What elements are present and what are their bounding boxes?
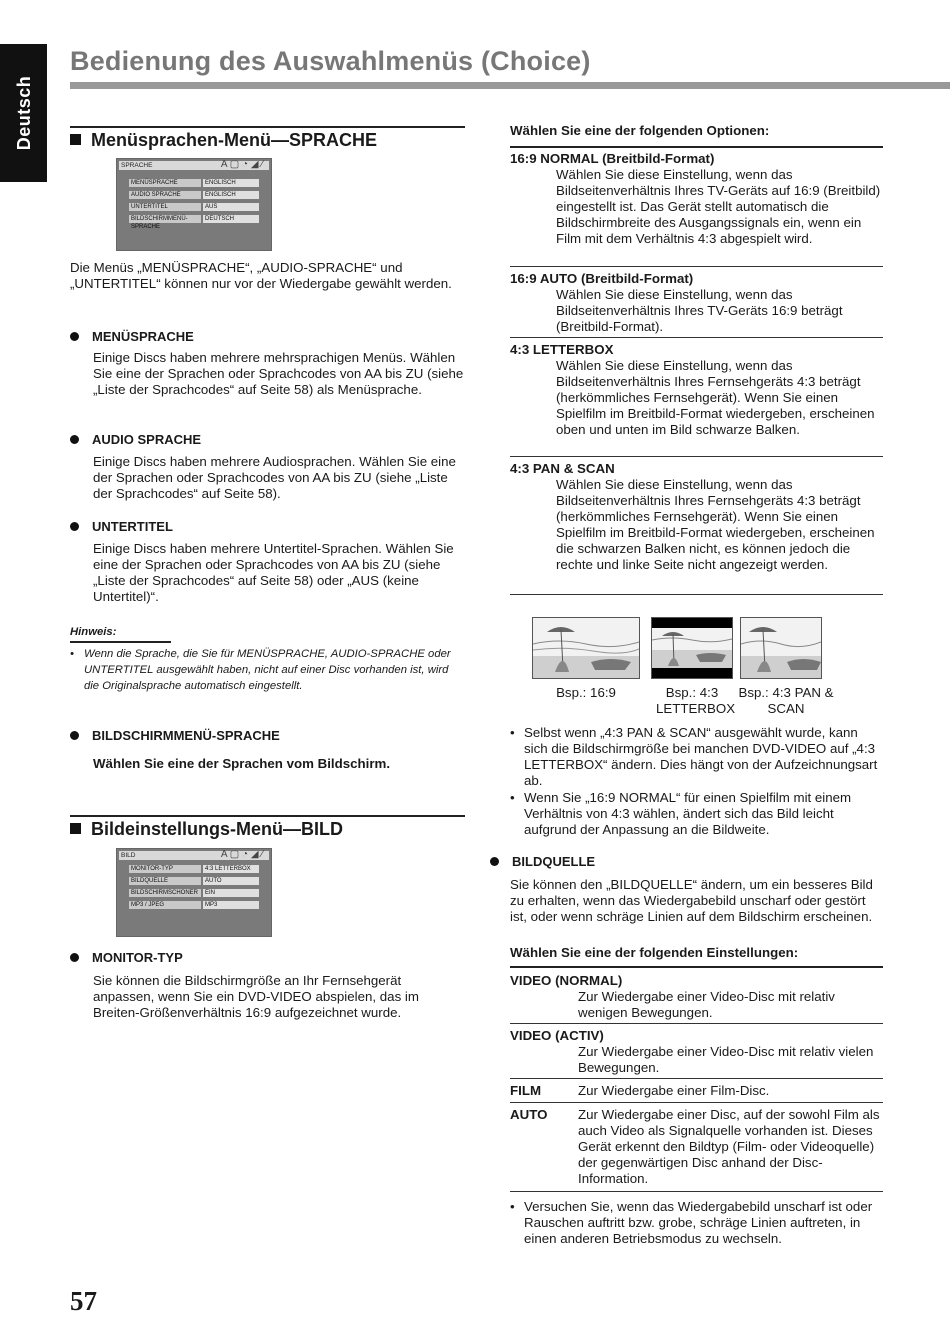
item-menuesprache-heading: MENÜSPRACHE: [70, 329, 194, 345]
section2-title: [70, 818, 343, 840]
square-bullet-icon: [70, 823, 81, 834]
bullet-dot-icon: [70, 522, 79, 531]
item-untertitel-heading: UNTERTITEL: [70, 519, 173, 535]
section1-rule: [70, 126, 465, 128]
option-name: 16:9 NORMAL (Breitbild-Format): [510, 151, 715, 166]
setting-name: FILM: [510, 1083, 542, 1098]
section1-title: [70, 129, 377, 151]
setting-rule: [510, 1191, 883, 1192]
item-bildschirmmenue-heading: BILDSCHIRMMENÜ-SPRACHE: [70, 728, 280, 744]
item-monitor-text: Sie können die Bildschirmgröße an Ihr Fernsehgerät anpassen, wenn Sie ein DVD-VIDEO abspielen, das im Breiten-Größenverhältnis 16:9 aufgezeichnet wurde.: [93, 973, 419, 1020]
bild-menu-screenshot: BILD A ▢ ◔ ◢ ⁄ MONITOR-TYP 4:3 LETTERBOX BILDQUELLE AUTO BILDSCHIRMSCHONER EIN MP3 / JPEG MP3: [116, 848, 272, 937]
option-text: Wählen Sie diese Einstellung, wenn das Bildseitenverhältnis Ihres Fernsehgeräts 4:3 beträgt (herkömmliches Fernsehgerät). Wenn Sie einen Spielfilm im Breitbild-Format wiedergeben, erscheinen oben und unten im Bild schwarze Balken.: [556, 358, 875, 437]
settings-heading: Wählen Sie eine der folgenden Einstellungen:: [510, 945, 799, 960]
note-rule: [70, 641, 171, 643]
item-menuesprache-text: Einige Discs haben mehrere mehrsprachigen Menüs. Wählen Sie eine der Sprachen oder Sprachcodes von AA bis ZU (siehe „Liste der Sprachcodes“ auf Seite 58) als Menüsprache.: [93, 350, 464, 397]
setting-text: Zur Wiedergabe einer Video-Disc mit relativ wenigen Bewegungen.: [578, 989, 835, 1020]
sprache-menu-screenshot: SPRACHE A ▢ ◔ ◢ ⁄ MENÜSPRACHE ENGLISCH AUDIO SPRACHE ENGLISCH UNTERTITEL AUS BILDSCHIRMMENÜ-SPRACHE DEUTSCH: [116, 158, 272, 251]
option-rule: [510, 594, 883, 595]
item-audio-heading: AUDIO SPRACHE: [70, 432, 201, 448]
language-tab-label: Deutsch: [13, 75, 34, 151]
title-rule: [70, 82, 950, 89]
option-rule: [510, 266, 883, 267]
setting-rule: [510, 966, 883, 968]
setting-text: Zur Wiedergabe einer Film-Disc.: [578, 1083, 770, 1098]
beach-scene-icon: [652, 618, 732, 678]
setting-rule: [510, 1078, 883, 1079]
option-rule: [510, 456, 883, 457]
language-tab: [0, 44, 47, 182]
option-name: 4:3 LETTERBOX: [510, 342, 614, 357]
bildquelle-text: Sie können den „BILDQUELLE“ ändern, um ein besseres Bild zu erhalten, wenn das Wiedergabebild unscharf oder gestört ist, oder wenn schräge Linien auf dem Bildschirm erscheinen.: [510, 877, 873, 924]
example-caption: Bsp.: 4:3 LETTERBOX: [656, 685, 736, 716]
item-bildschirmmenue-text: Wählen Sie eine der Sprachen vom Bildschirm.: [93, 756, 391, 771]
final-note: Versuchen Sie, wenn das Wiedergabebild unscharf ist oder Rauschen auftritt bzw. grobe, schräge Linien auftreten, in einen anderen Betriebsmodus zu wechseln.: [524, 1199, 873, 1246]
setting-rule: [510, 1023, 883, 1024]
option-rule: [510, 337, 883, 338]
option-name: 16:9 AUTO (Breitbild-Format): [510, 271, 694, 286]
note-bullet: •: [510, 1199, 515, 1214]
options-heading: Wählen Sie eine der folgenden Optionen:: [510, 123, 770, 138]
note-bullet: •: [70, 648, 74, 660]
example-caption: Bsp.: 4:3 PAN & SCAN: [738, 685, 834, 716]
bullet-dot-icon: [70, 731, 79, 740]
setting-text: Zur Wiedergabe einer Disc, auf der sowohl Film als auch Video als Signalquelle vorhanden ist. Dieses Gerät erkennt den Bildtyp (Film- oder Videoquelle) der gegenwärtigen Disc anhand der Disc-Information.: [578, 1107, 880, 1186]
item-audio-text: Einige Discs haben mehrere Audiosprachen. Wählen Sie eine der Sprachen oder Sprachcodes von AA bis ZU (siehe „Liste der Sprachcodes“ auf Seite 58).: [93, 454, 456, 501]
setting-text: Zur Wiedergabe einer Video-Disc mit relativ vielen Bewegungen.: [578, 1044, 874, 1075]
bullet-dot-icon: [70, 332, 79, 341]
bullet-dot-icon: [490, 857, 499, 866]
option-rule: [510, 146, 883, 148]
section2-title-text: Bildeinstellungs-Menü—BILD: [91, 819, 343, 839]
setting-rule: [510, 1102, 883, 1103]
bullet-dot-icon: [70, 435, 79, 444]
option-name: 4:3 PAN & SCAN: [510, 461, 615, 476]
example-caption: Bsp.: 16:9: [556, 685, 616, 700]
example-image-pan-scan: [740, 617, 822, 679]
note-item: Wenn Sie „16:9 NORMAL“ für einen Spielfilm mit einem Verhältnis von 4:3 wählen, ändert sich das Bild leicht aufgrund der Anpassung an die Bildweite.: [524, 790, 852, 837]
option-text: Wählen Sie diese Einstellung, wenn das Bildseitenverhältnis Ihres Fernsehgeräts 4:3 beträgt (herkömmliches Fernsehgerät). Wenn Sie einen Spielfilm im Breitbild-Format wiedergeben, erscheinen die schwarzen Balken nicht, es können jedoch die rechte und linke Seite nicht angezeigt werden.: [556, 477, 875, 572]
bildquelle-heading: BILDQUELLE: [490, 854, 595, 870]
example-image-letterbox: [651, 617, 733, 679]
option-text: Wählen Sie diese Einstellung, wenn das Bildseitenverhältnis Ihres TV-Geräts 16:9 beträgt (Breitbild-Format).: [556, 287, 843, 334]
beach-scene-icon: [533, 618, 639, 678]
page-number: 57: [70, 1286, 97, 1316]
note-label: Hinweis:: [70, 626, 117, 638]
section2-rule: [70, 815, 465, 817]
note-bullet: •: [510, 790, 515, 805]
setting-name: AUTO: [510, 1107, 548, 1122]
page-title: Bedienung des Auswahlmenüs (Choice): [70, 46, 591, 76]
option-text: Wählen Sie diese Einstellung, wenn das Bildseitenverhältnis Ihres TV-Geräts auf 16:9 (Breitbild) eingestellt ist. Das Gerät stellt automatisch die Bildschirmbreite des Ausgangssignals ein, wenn ein Film mit dem Verhältnis 4:3 abgespielt wird.: [556, 167, 881, 246]
menu-header: SPRACHE: [119, 161, 269, 170]
item-untertitel-text: Einige Discs haben mehrere Untertitel-Sprachen. Wählen Sie eine der Sprachen oder Sprachcodes von AA bis ZU (siehe „Liste der Sprachcodes“ auf Seite 58) oder „AUS (keine Untertitel)“.: [93, 541, 454, 604]
menu-header: BILD: [119, 851, 269, 860]
note-text: Wenn die Sprache, die Sie für MENÜSPRACHE, AUDIO-SPRACHE oder UNTERTITEL ausgewählt haben, nicht auf einer Disc vorhanden ist, wird die Originalsprache automatisch eingestellt.: [84, 648, 451, 692]
menu-icons: A ▢ ◔ ◢ ⁄: [220, 849, 263, 860]
note-bullet: •: [510, 725, 515, 740]
example-image-16-9: [532, 617, 640, 679]
menu-icons: A ▢ ◔ ◢ ⁄: [220, 159, 263, 170]
beach-scene-icon: [741, 618, 821, 678]
setting-name: VIDEO (NORMAL): [510, 973, 623, 988]
section1-title-text: Menüsprachen-Menü—SPRACHE: [91, 130, 378, 150]
note-item: Selbst wenn „4:3 PAN & SCAN“ ausgewählt wurde, kann sich die Bildschirmgröße bei manchen DVD-VIDEO auf „4:3 LETTERBOX“ ändern. Dies hängt von der Aufzeichnungsart ab.: [524, 725, 878, 788]
setting-name: VIDEO (ACTIV): [510, 1028, 604, 1043]
bullet-dot-icon: [70, 953, 79, 962]
item-monitor-heading: MONITOR-TYP: [70, 950, 183, 966]
section1-intro: Die Menüs „MENÜSPRACHE“, „AUDIO-SPRACHE“ und „UNTERTITEL“ können nur vor der Wiedergabe gewählt werden.: [70, 260, 452, 291]
square-bullet-icon: [70, 134, 81, 145]
